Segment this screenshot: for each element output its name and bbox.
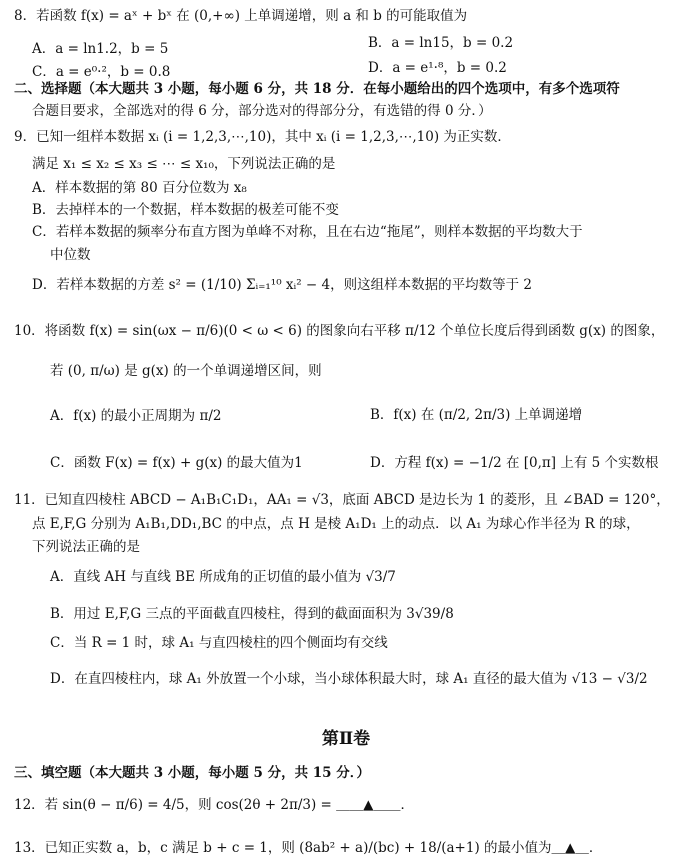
- section-title: 第Ⅱ卷: [321, 729, 371, 749]
- text-line: A．a = ln1.2，b = 5: [32, 41, 169, 57]
- text-line: 11．已知直四棱柱 ABCD − A₁B₁C₁D₁，AA₁ = √3，底面 ABCD 是边长为 1 的菱形，且 ∠BAD = 120°，: [14, 492, 670, 508]
- text-line: A．f(x) 的最小正周期为 π/2: [50, 408, 222, 424]
- text-line: D．方程 f(x) = −1/2 在 [0,π] 上有 5 个实数根: [370, 455, 659, 471]
- text-line: 12．若 sin(θ − π/6) = 4/5，则 cos(2θ + 2π/3) = ＿＿▲＿＿．: [14, 797, 415, 813]
- text-line: C．函数 F(x) = f(x) + g(x) 的最大值为1: [50, 455, 303, 471]
- text-line: 8．若函数 f(x) = aˣ + bˣ 在 (0,+∞) 上单调递增，则 a 和 b 的可能取值为: [14, 8, 468, 24]
- text-line: D．a = e¹·⁸，b = 0.2: [368, 60, 507, 76]
- text-line: A．样本数据的第 80 百分位数为 x₈: [32, 180, 247, 196]
- text-line: C．a = e⁰·²，b = 0.8: [32, 64, 171, 80]
- text-line: B．去掉样本的一个数据，样本数据的极差可能不变: [32, 202, 339, 218]
- text-line: 13．已知正实数 a，b，c 满足 b + c = 1，则 (8ab² + a)/(bc) + 18/(a+1) 的最小值为＿▲＿．: [14, 840, 603, 856]
- text-line: 合题目要求，全部选对的得 6 分，部分选对的得部分分，有选错的得 0 分．）: [32, 103, 492, 119]
- text-line: B．f(x) 在 (π/2, 2π/3) 上单调递增: [370, 407, 583, 423]
- text-line: 二、选择题（本大题共 3 小题，每小题 6 分，共 18 分．在每小题给出的四个选项中，有多个选项符: [14, 81, 620, 97]
- text-line: D．若样本数据的方差 s² = (1/10) Σᵢ₌₁¹⁰ xᵢ² − 4，则这组样本数据的平均数等于 2: [32, 277, 533, 293]
- text-line: 9．已知一组样本数据 xᵢ (i = 1,2,3,⋯,10)，其中 xᵢ (i = 1,2,3,⋯,10) 为正实数．: [14, 129, 511, 145]
- text-line: C．若样本数据的频率分布直方图为单峰不对称，且在右边“拖尾”，则样本数据的平均数大于: [32, 224, 583, 240]
- text-line: 中位数: [50, 247, 91, 263]
- text-line: 若 (0, π/ω) 是 g(x) 的一个单调递增区间，则: [50, 363, 322, 379]
- text-line: A．直线 AH 与直线 BE 所成角的正切值的最小值为 √3/7: [50, 569, 396, 585]
- text-line: D．在直四棱柱内，球 A₁ 外放置一个小球，当小球体积最大时，球 A₁ 直径的最大值为 √13 − √3/2: [50, 671, 648, 687]
- text-line: B．用过 E,F,G 三点的平面截直四棱柱，得到的截面面积为 3√39/8: [50, 606, 454, 622]
- text-line: B．a = ln15，b = 0.2: [368, 35, 514, 51]
- text-line: 点 E,F,G 分别为 A₁B₁,DD₁,BC 的中点，点 H 是棱 A₁D₁ 上的动点．以 A₁ 为球心作半径为 R 的球，: [32, 516, 640, 532]
- text-line: 10．将函数 f(x) = sin(ωx − π/6)(0 < ω < 6) 的图象向右平移 π/12 个单位长度后得到函数 g(x) 的图象，: [14, 323, 665, 339]
- text-line: 满足 x₁ ≤ x₂ ≤ x₃ ≤ ⋯ ≤ x₁₀，下列说法正确的是: [32, 156, 336, 172]
- text-line: C．当 R = 1 时，球 A₁ 与直四棱柱的四个侧面均有交线: [50, 635, 388, 651]
- text-line: 三、填空题（本大题共 3 小题，每小题 5 分，共 15 分．）: [14, 765, 371, 781]
- text-line: 下列说法正确的是: [32, 539, 140, 555]
